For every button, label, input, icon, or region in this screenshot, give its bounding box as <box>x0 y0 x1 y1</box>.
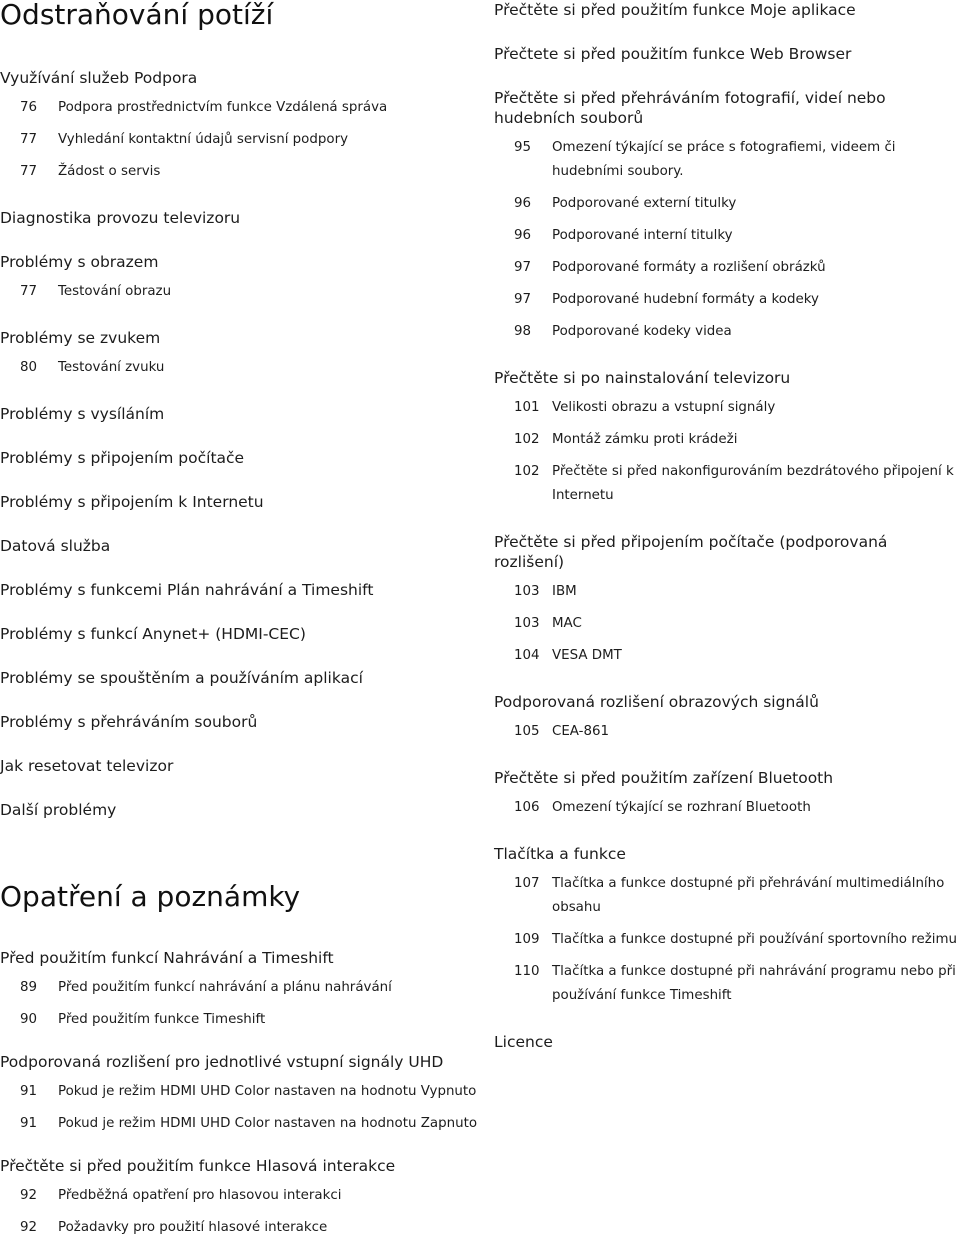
toc-page-number: 98 <box>514 324 532 339</box>
toc-heading[interactable]: Přečtěte si po nainstalování televizoru <box>494 369 791 387</box>
toc-entry[interactable] <box>494 396 960 420</box>
toc-entry-text: Před použitím funkce Timeshift <box>58 1012 266 1027</box>
toc-entry-text: Tlačítka a funkce dostupné při nahrávání programu nebo při používání funkce Timeshift <box>552 964 956 1003</box>
toc-heading[interactable]: Před použitím funkcí Nahrávání a Timeshift <box>0 949 334 967</box>
right-sections <box>494 0 960 1052</box>
toc-entry[interactable] <box>494 320 960 344</box>
toc-heading[interactable]: Využívání služeb Podpora <box>0 69 198 87</box>
toc-page-number: 89 <box>20 980 38 995</box>
left-column <box>0 0 478 1240</box>
toc-entry-text: Omezení týkající se práce s fotografiemi, videem či hudebními soubory. <box>552 140 896 179</box>
toc-section <box>0 800 478 820</box>
toc-entry-text: Před použitím funkcí nahrávání a plánu nahrávání <box>58 980 392 995</box>
toc-entry-text: Podporované externí titulky <box>552 196 737 211</box>
section-title: Opatření a poznámky <box>0 880 301 913</box>
toc-page-number: 96 <box>514 196 532 211</box>
toc-entry-text: Žádost o servis <box>58 164 161 179</box>
toc-page-number: 110 <box>514 964 540 979</box>
toc-page-number: 101 <box>514 400 540 415</box>
toc-entry-text: Podporované interní titulky <box>552 228 733 243</box>
toc-section <box>494 768 960 820</box>
toc-entry-text: IBM <box>552 584 577 599</box>
toc-page-number: 102 <box>514 432 540 447</box>
toc-entry-text: Požadavky pro použití hlasové interakce <box>58 1220 328 1235</box>
toc-entry-text: Velikosti obrazu a vstupní signály <box>552 400 776 415</box>
toc-page-number: 96 <box>514 228 532 243</box>
toc-section <box>494 1032 960 1052</box>
toc-heading[interactable]: Přečtěte si před připojením počítače (podporovaná rozlišení) <box>494 533 888 571</box>
toc-entry[interactable] <box>0 128 478 152</box>
toc-section <box>0 448 478 468</box>
toc-section <box>494 532 960 668</box>
toc-entry-text: Vyhledání kontaktní údajů servisní podpory <box>58 132 348 147</box>
toc-page-number: 91 <box>20 1116 38 1131</box>
toc-heading[interactable]: Problémy se spouštěním a používáním aplikací <box>0 669 363 687</box>
toc-entry[interactable] <box>494 256 960 280</box>
toc-heading[interactable]: Podporovaná rozlišení obrazových signálů <box>494 693 819 711</box>
toc-section <box>0 68 478 184</box>
toc-entry[interactable] <box>494 612 960 636</box>
toc-page-number: 80 <box>20 360 38 375</box>
toc-page-number: 97 <box>514 292 532 307</box>
toc-entry[interactable] <box>0 160 478 184</box>
toc-entry-text: Testování zvuku <box>58 360 165 375</box>
toc-entry[interactable] <box>0 1008 478 1032</box>
toc-section <box>0 208 478 228</box>
toc-entry-text: Tlačítka a funkce dostupné při přehrávání multimediálního obsahu <box>552 876 945 915</box>
toc-page-number: 90 <box>20 1012 38 1027</box>
toc-entry-text: Podporované formáty a rozlišení obrázků <box>552 260 826 275</box>
toc-page-number: 77 <box>20 132 38 147</box>
toc-section <box>494 844 960 1008</box>
toc-entry[interactable] <box>0 96 478 120</box>
toc-entry[interactable] <box>494 580 960 604</box>
left-sections-2 <box>0 948 478 1240</box>
toc-entry-text: VESA DMT <box>552 648 622 663</box>
toc-page-number: 97 <box>514 260 532 275</box>
toc-section <box>494 44 960 64</box>
toc-entry[interactable] <box>0 1080 478 1104</box>
toc-entry-text: Podpora prostřednictvím funkce Vzdálená správa <box>58 100 388 115</box>
toc-entry[interactable] <box>494 460 960 508</box>
toc-entry-text: Omezení týkající se rozhraní Bluetooth <box>552 800 811 815</box>
toc-heading[interactable]: Licence <box>494 1033 553 1051</box>
toc-heading[interactable]: Další problémy <box>0 801 117 819</box>
toc-page-number: 76 <box>20 100 38 115</box>
toc-entry-text: Testování obrazu <box>58 284 172 299</box>
toc-heading[interactable]: Problémy s vysíláním <box>0 405 165 423</box>
toc-entry[interactable] <box>494 136 960 184</box>
toc-heading[interactable]: Problémy s funkcemi Plán nahrávání a Timeshift <box>0 581 374 599</box>
toc-section <box>494 0 960 20</box>
toc-section <box>0 1052 478 1136</box>
toc-section <box>494 88 960 344</box>
toc-page-number: 91 <box>20 1084 38 1099</box>
toc-entry[interactable] <box>0 280 478 304</box>
toc-section <box>0 668 478 688</box>
toc-entry[interactable] <box>494 192 960 216</box>
toc-heading[interactable]: Problémy s přehráváním souborů <box>0 713 258 731</box>
toc-heading[interactable]: Problémy s obrazem <box>0 253 159 271</box>
toc-page-number: 106 <box>514 800 540 815</box>
toc-page-number: 95 <box>514 140 532 155</box>
toc-entry-text: Tlačítka a funkce dostupné při používání sportovního režimu <box>552 932 957 947</box>
toc-entry-text: Pokud je režim HDMI UHD Color nastaven na hodnotu Vypnuto <box>58 1084 477 1099</box>
toc-entry-text: Podporované kodeky videa <box>552 324 732 339</box>
toc-heading[interactable]: Problémy s připojením počítače <box>0 449 245 467</box>
toc-entry-text: Přečtěte si před nakonfigurováním bezdrátového připojení k Internetu <box>552 464 954 503</box>
toc-heading[interactable]: Přečtete si před použitím funkce Web Browser <box>494 45 852 63</box>
toc-page-number: 77 <box>20 164 38 179</box>
toc-entry[interactable] <box>0 1216 478 1240</box>
toc-section <box>0 328 478 380</box>
toc-entry[interactable] <box>494 644 960 668</box>
toc-heading[interactable]: Jak resetovat televizor <box>0 757 174 775</box>
right-column <box>494 0 960 1052</box>
toc-page-number: 109 <box>514 932 540 947</box>
toc-entry[interactable] <box>494 720 960 744</box>
toc-page-number: 92 <box>20 1188 38 1203</box>
toc-entry-text: Montáž zámku proti krádeži <box>552 432 738 447</box>
toc-entry-text: Předběžná opatření pro hlasovou interakci <box>58 1188 342 1203</box>
toc-heading[interactable]: Přečtěte si před přehráváním fotografií, videí nebo hudebních souborů <box>494 89 886 127</box>
toc-page-number: 103 <box>514 584 540 599</box>
toc-page-number: 103 <box>514 616 540 631</box>
toc-heading[interactable]: Podporovaná rozlišení pro jednotlivé vstupní signály UHD <box>0 1053 444 1071</box>
toc-page-number: 92 <box>20 1220 38 1235</box>
toc-heading[interactable]: Problémy se zvukem <box>0 329 161 347</box>
toc-entry[interactable] <box>494 928 960 952</box>
toc-entry[interactable] <box>0 976 478 1000</box>
toc-entry-text: MAC <box>552 616 582 631</box>
toc-page-number: 102 <box>514 464 540 479</box>
toc-section <box>0 404 478 424</box>
toc-entry[interactable] <box>494 872 960 920</box>
toc-heading[interactable]: Tlačítka a funkce <box>494 845 626 863</box>
toc-section <box>0 756 478 776</box>
toc-entry[interactable] <box>0 356 478 380</box>
toc-section <box>494 368 960 508</box>
toc-section <box>0 252 478 304</box>
toc-heading[interactable]: Datová služba <box>0 537 111 555</box>
toc-entry[interactable] <box>0 1112 478 1136</box>
toc-section <box>0 948 478 1032</box>
toc-section <box>0 580 478 600</box>
toc-entry-text: Podporované hudební formáty a kodeky <box>552 292 819 307</box>
toc-page-number: 104 <box>514 648 540 663</box>
toc-entry[interactable] <box>494 288 960 312</box>
page-title: Odstraňování potíží <box>0 0 274 31</box>
toc-page-number: 105 <box>514 724 540 739</box>
toc-page-number: 107 <box>514 876 540 891</box>
toc-section <box>494 692 960 744</box>
toc-heading[interactable]: Problémy s připojením k Internetu <box>0 493 264 511</box>
toc-heading[interactable]: Problémy s funkcí Anynet+ (HDMI-CEC) <box>0 625 306 643</box>
toc-heading[interactable]: Přečtěte si před použitím zařízení Bluetooth <box>494 769 834 787</box>
toc-section <box>0 712 478 732</box>
toc-entry[interactable] <box>494 796 960 820</box>
toc-heading[interactable]: Diagnostika provozu televizoru <box>0 209 241 227</box>
toc-entry[interactable] <box>0 1184 478 1208</box>
toc-entry[interactable] <box>494 428 960 452</box>
toc-section <box>0 1156 478 1240</box>
toc-section <box>0 492 478 512</box>
toc-entry[interactable] <box>494 224 960 248</box>
toc-page-number: 77 <box>20 284 38 299</box>
toc-entry[interactable] <box>494 960 960 1008</box>
toc-entry-text: CEA-861 <box>552 724 610 739</box>
left-sections <box>0 68 478 820</box>
toc-entry-text: Pokud je režim HDMI UHD Color nastaven na hodnotu Zapnuto <box>58 1116 478 1131</box>
toc-heading[interactable]: Přečtěte si před použitím funkce Moje aplikace <box>494 1 856 19</box>
toc-section <box>0 624 478 644</box>
toc-heading[interactable]: Přečtěte si před použitím funkce Hlasová interakce <box>0 1157 396 1175</box>
toc-section <box>0 536 478 556</box>
